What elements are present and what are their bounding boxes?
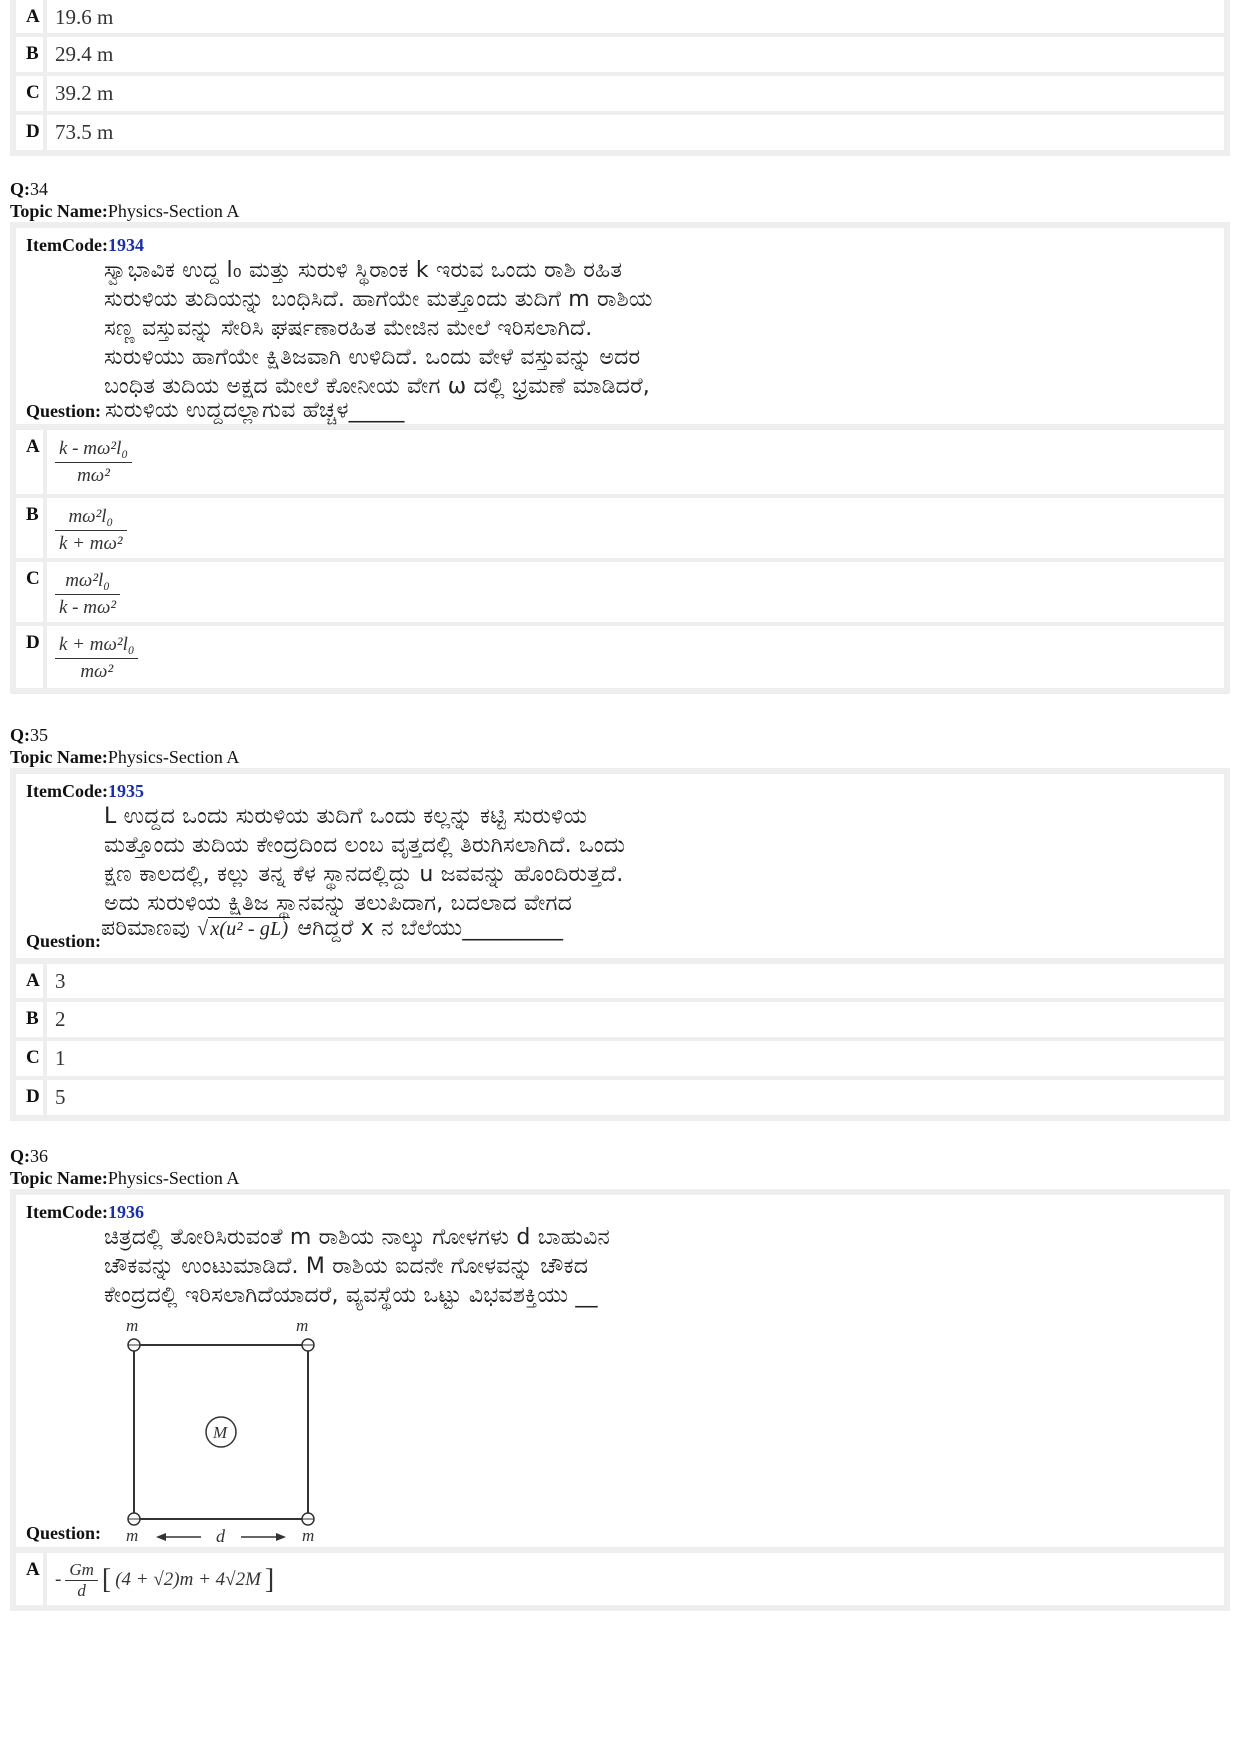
option-letter: D [16, 115, 47, 150]
side-label: d [216, 1526, 225, 1546]
question-36 [10, 1145, 1230, 1611]
option-letter: A [16, 1553, 47, 1605]
option-value: 29.4 m [55, 42, 114, 66]
numerator: mω²l₀ [55, 568, 120, 595]
square-masses-figure [96, 1315, 316, 1565]
question-line: ಬಂಧಿತ ತುದಿಯ ಅಕ್ಷದ ಮೇಲೆ ಕೋನೀಯ ವೇಗ ω ದಲ್ಲಿ ಭ್ರಮಣೆ ಮಾಡಿದರೆ, [104, 374, 650, 399]
fraction [65, 1560, 98, 1601]
question-text: ಪರಿಮಾಣವು [101, 916, 190, 941]
question-line: ಕೇಂದ್ರದಲ್ಲಿ ಇರಿಸಲಾಗಿದೆಯಾದರೆ, ವ್ಯವಸ್ಥೆಯ ಒಟ್ಟು ವಿಭವಶಕ್ತಿಯು __ [104, 1283, 598, 1308]
question-label: Question: [26, 1523, 102, 1543]
q34-options [10, 430, 1230, 694]
question-line: ಚೌಕವನ್ನು ಉಂಟುಮಾಡಿದೆ. M ರಾಶಿಯ ಐದನೇ ಗೋಳವನ್ನು ಚೌಕದ [104, 1254, 589, 1279]
option-value: 5 [55, 1085, 66, 1109]
option-value: 3 [55, 969, 66, 993]
option-row[interactable] [16, 1041, 1224, 1076]
option-value [47, 626, 1224, 688]
option-row[interactable] [16, 1080, 1224, 1115]
option-value: 39.2 m [55, 81, 114, 105]
question-card [10, 1189, 1230, 1553]
question-label: Question: [26, 931, 102, 951]
item-code: ItemCode:1934 [26, 235, 144, 255]
denominator: mω² [80, 661, 114, 682]
question-line: ಕ್ಷಣ ಕಾಲದಲ್ಲಿ, ಕಲ್ಲು ತನ್ನ ಕೆಳ ಸ್ಥಾನದಲ್ಲಿದ್ದು u ಜವವನ್ನು ಹೊಂದಿರುತ್ತದೆ. [104, 862, 624, 887]
question-card [10, 768, 1230, 964]
option-letter: B [16, 498, 47, 558]
minus-sign: - [55, 1569, 62, 1590]
option-row[interactable] [16, 37, 1224, 72]
bracket-open: [ [101, 1564, 112, 1595]
question-line: ಚಿತ್ರದಲ್ಲಿ ತೋರಿಸಿರುವಂತೆ m ರಾಶಿಯ ನಾಲ್ಕು ಗೋಳಗಳು d ಬಾಹುವಿನ [104, 1225, 610, 1250]
topic-name: Topic Name:Physics-Section A [10, 1168, 240, 1188]
option-row[interactable] [16, 0, 1224, 33]
option-row[interactable] [16, 430, 1224, 494]
option-letter: A [16, 964, 47, 998]
numerator: k + mω²l₀ [55, 632, 138, 659]
option-letter: A [16, 430, 47, 494]
option-row[interactable] [16, 626, 1224, 688]
denominator: k - mω² [59, 597, 117, 618]
option-value: 73.5 m [55, 120, 114, 144]
question-line: ಸುರುಳಿಯ ಉದ್ದದಲ್ಲಾಗುವ ಹೆಚ್ಚಳ_____ [105, 398, 405, 423]
question-line [101, 914, 563, 944]
question-line: ಮತ್ತೊಂದು ತುದಿಯ ಕೇಂದ್ರದಿಂದ ಲಂಬ ವೃತ್ತದಲ್ಲಿ ತಿರುಗಿಸಲಾಗಿದೆ. ಒಂದು [104, 833, 626, 858]
question-body [16, 774, 1224, 958]
item-code: ItemCode:1936 [26, 1202, 144, 1222]
fraction [55, 504, 127, 557]
option-value: 1 [55, 1046, 66, 1070]
numerator: mω²l₀ [55, 504, 127, 531]
question-number: Q:34 [10, 179, 48, 199]
question-number: Q:35 [10, 725, 48, 745]
option-row[interactable] [16, 1002, 1224, 1037]
option-row[interactable] [16, 76, 1224, 111]
option-letter: C [16, 562, 47, 622]
question-34 [10, 178, 1230, 694]
question-body [16, 228, 1224, 424]
option-letter: B [16, 37, 47, 72]
page [10, 0, 1230, 1611]
option-row[interactable] [16, 498, 1224, 558]
option-row[interactable] [16, 964, 1224, 998]
option-row[interactable] [16, 562, 1224, 622]
corner-label-top-left: m [126, 1316, 139, 1335]
option-value [47, 430, 1224, 494]
numerator: k - mω²l₀ [55, 436, 132, 463]
denominator: k + mω² [59, 533, 123, 554]
question-body [16, 1195, 1224, 1547]
option-letter: D [16, 1080, 47, 1115]
question-line: ಅದು ಸುರುಳಿಯ ಕ್ಷಿತಿಜ ಸ್ಥಾನವನ್ನು ತಲುಪಿದಾಗ, ಬದಲಾದ ವೇಗದ [104, 891, 572, 916]
bracket-expression: (4 + √2)m + 4√2M [115, 1569, 261, 1590]
corner-label-bottom-left: m [126, 1526, 139, 1545]
option-row[interactable] [16, 115, 1224, 150]
fraction [55, 436, 132, 489]
denominator: mω² [77, 465, 110, 486]
question-line: ಸುರುಳಿಯು ಹಾಗೆಯೇ ಕ್ಷಿತಿಜವಾಗಿ ಉಳಿದಿದೆ. ಒಂದು ವೇಳೆ ವಸ್ತುವನ್ನು ಅದರ [104, 345, 641, 370]
option-value: 19.6 m [55, 5, 114, 29]
center-label: M [213, 1423, 228, 1442]
option-value [47, 562, 1224, 622]
sqrt-expression: √ x(u² - gL) [197, 918, 289, 940]
question-text: ಆಗಿದ್ದರೆ x ನ ಬೆಲೆಯು_________ [297, 916, 564, 941]
question-line: L ಉದ್ದದ ಒಂದು ಸುರುಳಿಯ ತುದಿಗೆ ಒಂದು ಕಲ್ಲನ್ನು ಕಟ್ಟಿ ಸುರುಳಿಯ [104, 804, 588, 829]
question-number: Q:36 [10, 1146, 48, 1166]
question-35 [10, 724, 1230, 1121]
question-label: Question: [26, 401, 102, 421]
option-value: 2 [55, 1007, 66, 1031]
option-letter: B [16, 1002, 47, 1037]
option-letter: C [16, 1041, 47, 1076]
denominator: d [77, 1580, 86, 1600]
option-letter: D [16, 626, 47, 688]
option-value [47, 498, 1224, 558]
question-line: ಸಣ್ಣ ವಸ್ತುವನ್ನು ಸೇರಿಸಿ ಘರ್ಷಣಾರಹಿತ ಮೇಜಿನ ಮೇಲೆ ಇರಿಸಲಾಗಿದೆ. [104, 316, 593, 341]
corner-label-bottom-right: m [302, 1526, 315, 1545]
topic-name: Topic Name:Physics-Section A [10, 747, 240, 767]
question-line: ಸುರುಳಿಯ ತುದಿಯನ್ನು ಬಂಧಿಸಿದೆ. ಹಾಗೆಯೇ ಮತ್ತೊಂದು ತುದಿಗೆ m ರಾಶಿಯ [104, 287, 653, 312]
bracket-close: ] [264, 1564, 275, 1595]
question-card [10, 222, 1230, 430]
q35-options [10, 964, 1230, 1121]
numerator: Gm [65, 1560, 98, 1581]
corner-label-top-right: m [296, 1316, 309, 1335]
option-letter: A [16, 0, 47, 33]
fraction [55, 568, 120, 621]
topic-name: Topic Name:Physics-Section A [10, 201, 240, 221]
question-line: ಸ್ವಾಭಾವಿಕ ಉದ್ದ l₀ ಮತ್ತು ಸುರುಳಿ ಸ್ಥಿರಾಂಕ k ಇರುವ ಒಂದು ರಾಶಿ ರಹಿತ [104, 258, 623, 283]
fraction [55, 632, 138, 685]
item-code: ItemCode:1935 [26, 781, 144, 801]
option-letter: C [16, 76, 47, 111]
prev-options [10, 0, 1230, 156]
